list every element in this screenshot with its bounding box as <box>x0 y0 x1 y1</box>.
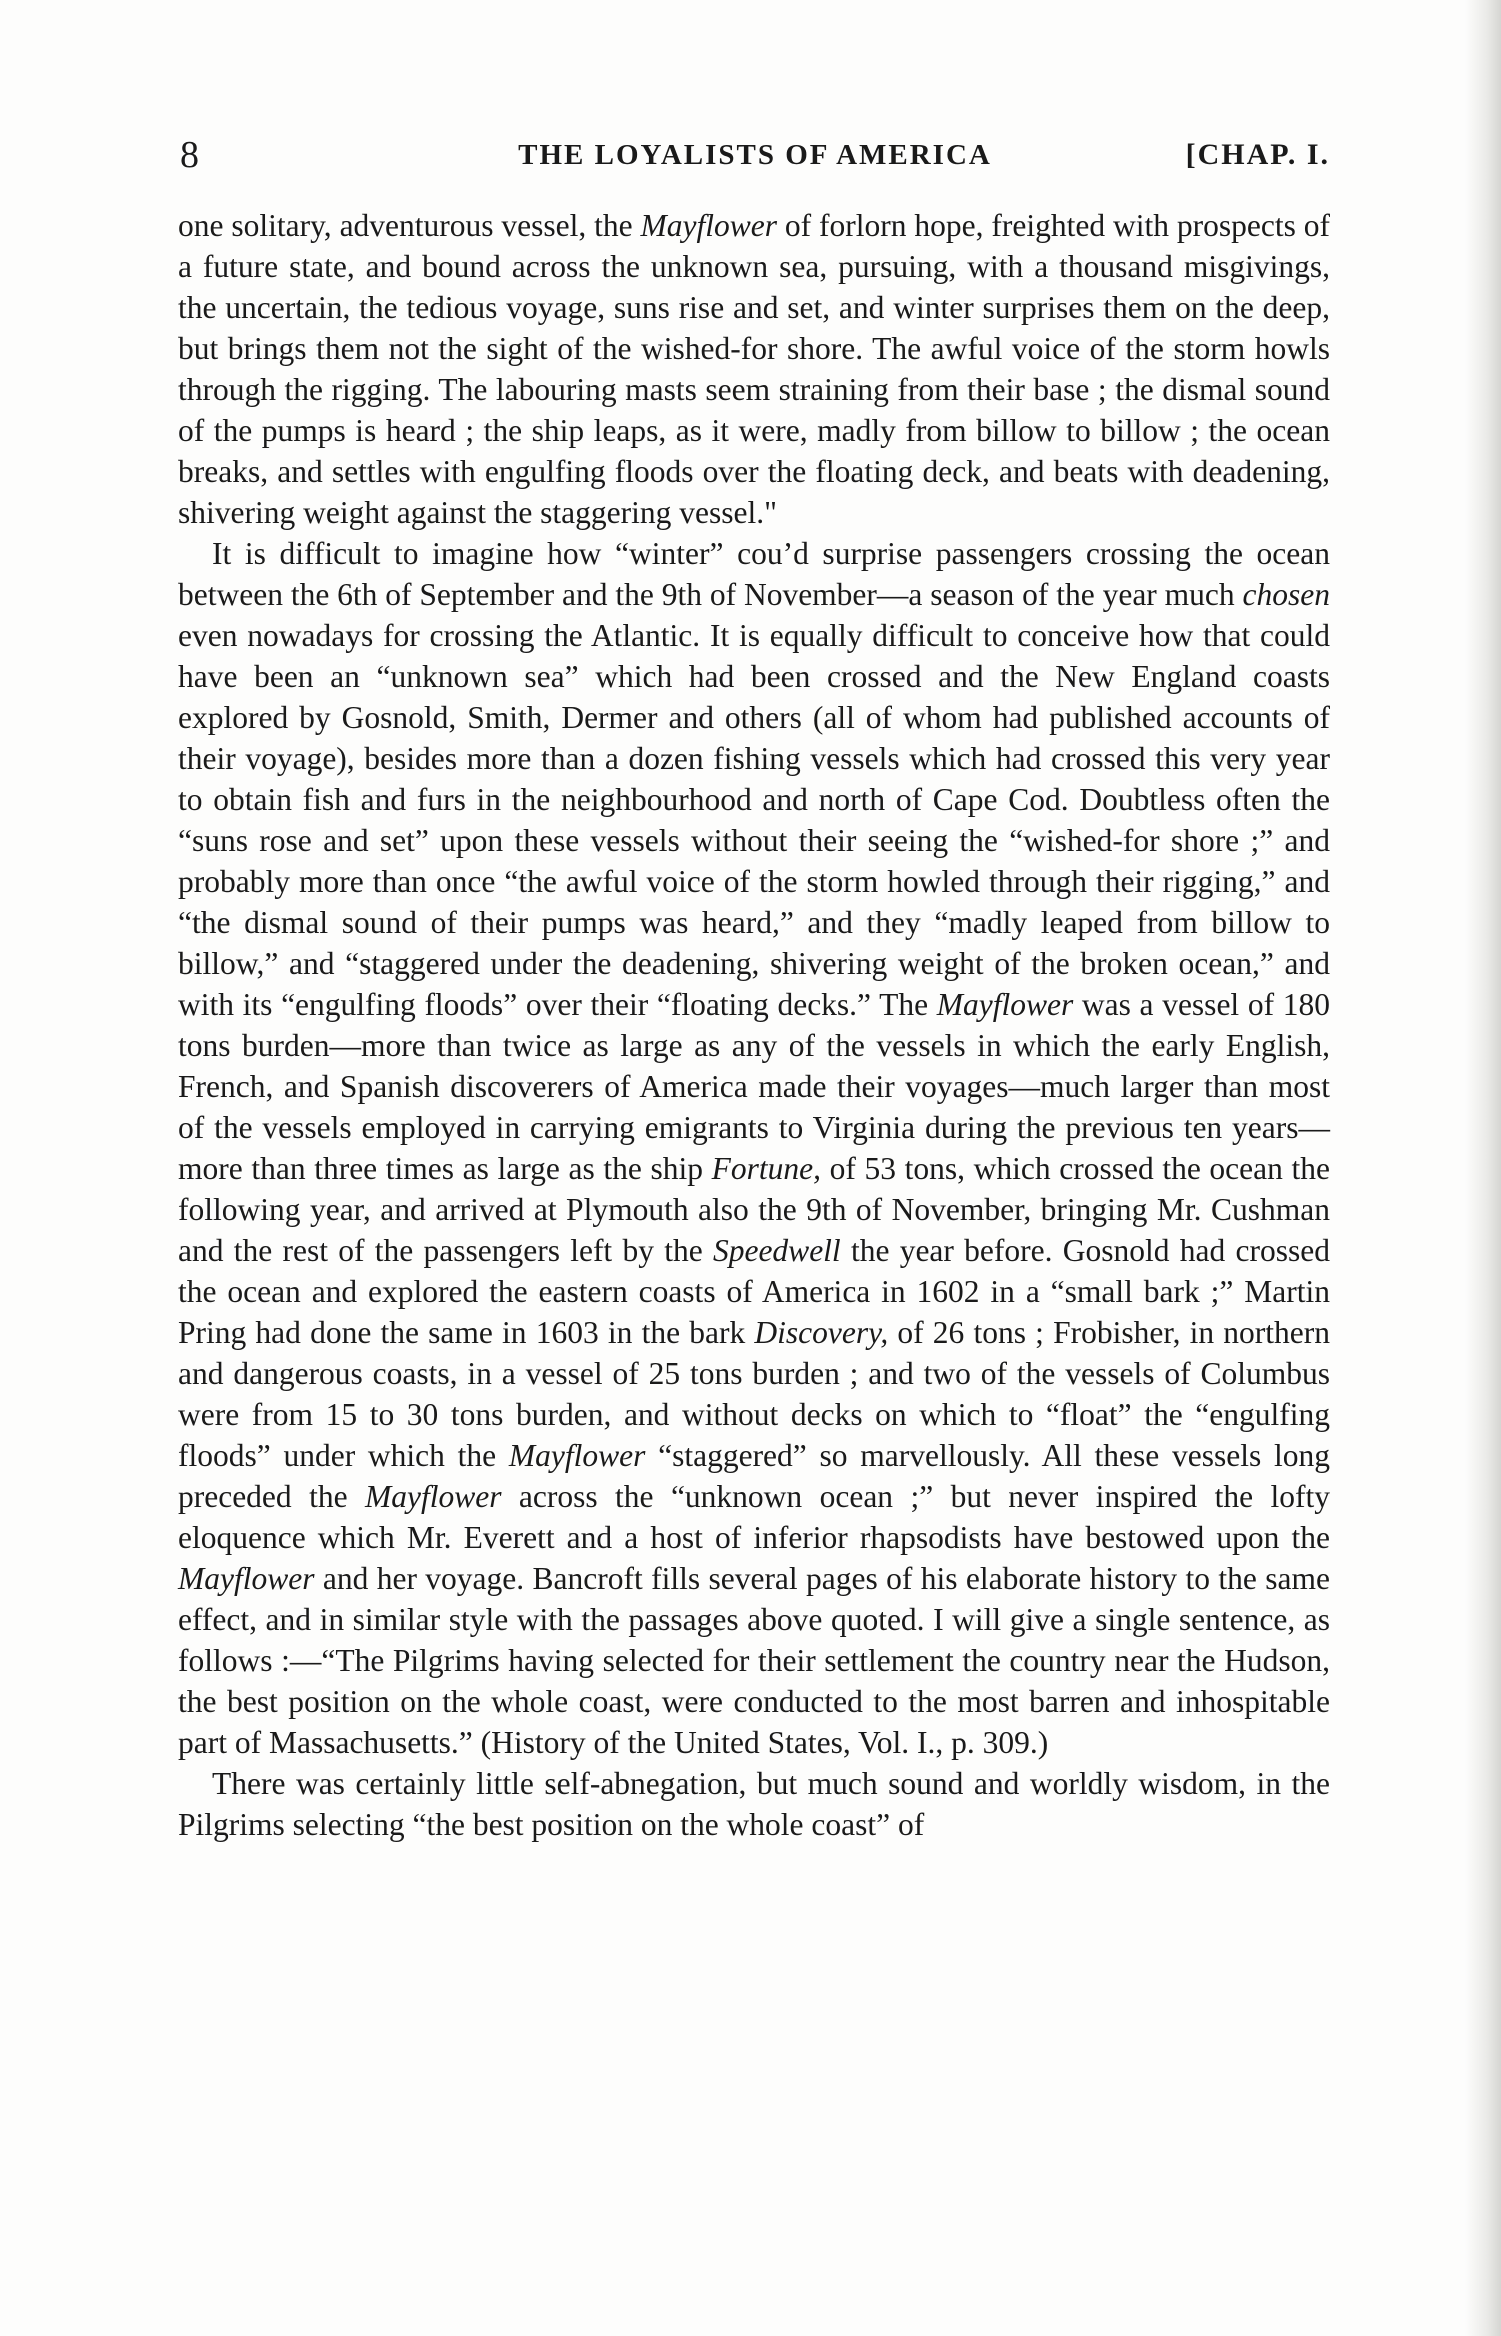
italic-text: Fortune, <box>711 1151 821 1186</box>
text-run: “staggered” so marvellously. All these vessels long preceded the <box>178 1438 1330 1514</box>
page-number: 8 <box>180 134 199 176</box>
page-header <box>180 130 1330 180</box>
paragraph-continued <box>178 205 1330 533</box>
page-gutter-shadow <box>1465 0 1501 2336</box>
body-text <box>178 205 1330 1845</box>
text-run: of 26 tons ; Frobisher, in northern and dangerous coasts, in a vessel of 25 tons burden ; and two of the vessels of Columbus were from 15 to 30 tons burden, and without decks on which to “float” the “engulfing floods” under which the <box>178 1315 1330 1473</box>
text-run: of forlorn hope, freighted with prospects of a future state, and bound across the unknown sea, pursuing, with a thousand misgivings, the uncertain, the tedious voyage, suns rise and set, and winter surprises them on the deep, but brings them not the sight of the wished-for shore. The awful voice of the storm howls through the rigging. The labouring masts seem straining from their base ; the dismal sound of the pumps is heard ; the ship leaps, as it were, madly from billow to billow ; the ocean breaks, and settles with engulfing floods over the floating deck, and beats with deadening, shivering weight against the staggering vessel." <box>178 208 1330 530</box>
italic-text: chosen <box>1242 577 1331 612</box>
text-run: of 53 tons, which crossed the ocean the following year, and arrived at Plymouth also the 9th of November, bringing Mr. Cushman and the rest of the passengers left by the <box>178 1151 1330 1268</box>
text-run: across the “unknown ocean ;” but never inspired the lofty eloquence which Mr. Everett and a host of inferior rhapsodists have bestowed upon the <box>178 1479 1330 1555</box>
italic-text: Mayflower <box>936 987 1074 1022</box>
text-run: even nowadays for crossing the Atlantic. It is equally difficult to conceive how that could have been an “unknown sea” which had been crossed and the New England coasts explored by Gosnold, Smith, Dermer and others (all of whom had published accounts of their voyage), besides more than a dozen fishing vessels which had crossed this very year to obtain fish and furs in the neighbourhood and north of Cape Cod. Doubtless often the “suns rose and set” upon these vessels without their seeing the “wished-for shore ;” and probably more than once “the awful voice of the storm howled through their rigging,” and “the dismal sound of their pumps was heard,” and they “madly leaped from billow to billow,” and “staggered under the deadening, shivering weight of the broken ocean,” and with its “engulfing floods” over their “floating decks.” The <box>178 618 1330 1022</box>
paragraph <box>178 533 1330 1763</box>
italic-text: Discovery, <box>754 1315 889 1350</box>
text-run: the year before. Gosnold had crossed the ocean and explored the eastern coasts of America in 1602 in a “small bark ;” Martin Pring had done the same in 1603 in the bark <box>178 1233 1330 1350</box>
italic-text: Mayflower <box>508 1438 646 1473</box>
text-run: There was certainly little self-abnegation, but much sound and worldly wisdom, in the Pilgrims selecting “the best position on the whole coast” of <box>178 1766 1330 1842</box>
text-run: It is difficult to imagine how “winter” cou’d surprise passengers crossing the ocean between the 6th of September and the 9th of November—a season of the year much <box>178 536 1330 612</box>
running-title: THE LOYALISTS OF AMERICA <box>518 139 992 171</box>
chapter-label: [CHAP. I. <box>1185 138 1330 171</box>
italic-text: Mayflower <box>640 208 778 243</box>
text-run: was a vessel of 180 tons burden—more than twice as large as any of the vessels in which the early English, French, and Spanish discoverers of America made their voyages—much larger than most of the vessels employed in carrying emigrants to Virginia during the previous ten years—more than three times as large as the ship <box>178 987 1330 1186</box>
italic-text: Speedwell <box>712 1233 841 1268</box>
text-run: one solitary, adventurous vessel, the <box>178 208 641 243</box>
italic-text: Mayflower <box>365 1479 502 1514</box>
italic-text: Mayflower <box>178 1561 315 1596</box>
paragraph <box>178 1763 1330 1845</box>
text-run: and her voyage. Bancroft fills several pages of his elaborate history to the same effect, and in similar style with the passages above quoted. I will give a single sentence, as follows :—“The Pilgrims having selected for their settlement the country near the Hudson, the best position on the whole coast, were conducted to the most barren and inhospitable part of Massachusetts.” (History of the United States, Vol. I., p. 309.) <box>178 1561 1330 1760</box>
